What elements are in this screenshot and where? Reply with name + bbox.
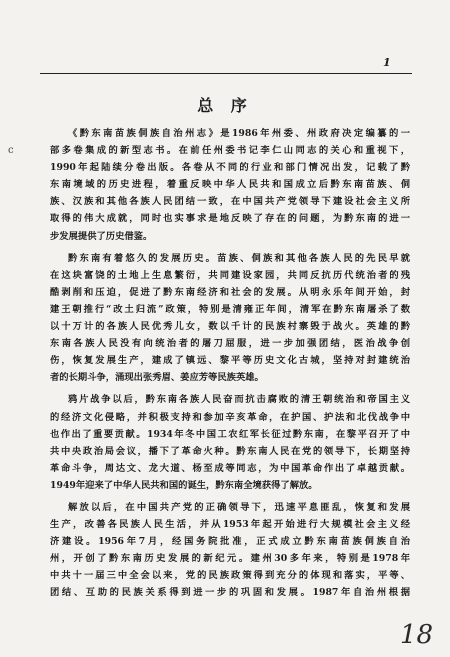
text-line: 部多卷集成的新型志书。在前任州委书记李仁山同志的关心和重视下， xyxy=(50,145,410,157)
text-line: 东南各族人民没有向统治者的屠刀屈服，进一步加强团结，医治战争创 xyxy=(50,338,410,350)
text-line: 取得的伟大成就，同时也实事求是地反映了存在的问题，为黔东南的进一 xyxy=(50,213,410,225)
text-line: 共中央政治局会议，播下了革命火种。黔东南人民在党的领导下，长期坚持 xyxy=(50,445,410,457)
page-number: 1 xyxy=(383,56,391,69)
paragraph-3 xyxy=(50,391,410,494)
text-line: 中共十一届三中全会以来，党的民族政策得到充分的体现和落实，平等、 xyxy=(50,570,410,582)
handwritten-note xyxy=(398,618,436,648)
text-line: 东南境域的历史进程，着重反映中华人民共和国成立后黔东南苗族、侗 xyxy=(50,179,410,191)
paragraph-1 xyxy=(50,125,410,245)
text-line: 团结、互助的民族关系得到进一步的巩固和发展。1987年自治州根据 xyxy=(50,587,410,599)
text-line: 也作出了重要贡献。1934年冬中国工农红军长征过黔东南，在黎平召开了中 xyxy=(50,428,410,440)
text-line: 酷剥削和压迫，促进了黔东南经济和社会的发展。从明永乐年间开始，封 xyxy=(50,286,410,298)
text-line: 族、汉族和其他各族人民团结一致，在中国共产党领导下建设社会主义所 xyxy=(50,196,410,208)
text-line: 黔东南有着悠久的发展历史。苗族、侗族和其他各族人民的先民早就 xyxy=(68,252,410,264)
text-line: 在这块富饶的土地上生息繁衍，共同建设家园，共同反抗历代统治者的残 xyxy=(50,269,410,281)
text-line: 伤，恢复发展生产，建成了镇远、黎平等历史文化古城，坚持对封建统治 xyxy=(50,355,410,367)
text-line: 州，开创了黔东南历史发展的新纪元。建州30多年来，特别是1978年 xyxy=(50,553,410,565)
margin-mark: c xyxy=(8,145,14,156)
text-line: 济建设。1956年7月，经国务院批准，正式成立黔东南苗族侗族自治 xyxy=(50,536,410,548)
text-line: 鸦片战争以后，黔东南各族人民奋而抗击腐败的清王朝统治和帝国主义 xyxy=(68,394,410,406)
body-text xyxy=(50,125,410,602)
handwritten-number: 18 xyxy=(400,620,434,648)
text-line: 革命斗争，周达文、龙大道、杨至成等同志，为中国革命作出了卓越贡献。 xyxy=(50,462,410,474)
paragraph-2 xyxy=(50,250,410,387)
text-line: 生产，改善各民族人民生活，并从1953年起开始进行大规模社会主义经 xyxy=(50,519,410,531)
text-line: 者的长期斗争，涌现出张秀眉、姜应芳等民族英雄。 xyxy=(50,372,264,384)
header-rule xyxy=(40,73,412,74)
text-line: 步发展提供了历史借鉴。 xyxy=(50,230,153,242)
text-line: 建王朝推行“改土归流”政策，特别是清雍正年间，清军在黔东南屠杀了数 xyxy=(50,303,410,315)
text-line: 1990年起陆续分卷出版。各卷从不同的行业和部门情况出发，记载了黔 xyxy=(50,162,410,174)
text-line: 以十万计的各族人民优秀儿女，数以千计的民族村寨毁于战火。英雄的黔 xyxy=(50,321,410,333)
paragraph-4 xyxy=(50,499,410,602)
text-line: 解放以后，在中国共产党的正确领导下，迅速平息匪乱，恢复和发展 xyxy=(68,501,410,513)
text-line: 的经济文化侵略，并积极支持和参加辛亥革命，在护国、护法和北伐战争中 xyxy=(50,411,410,423)
text-line: 《黔东南苗族侗族自治州志》是1986年州委、州政府决定编纂的一 xyxy=(68,128,410,139)
page-title: 总 序 xyxy=(197,96,253,115)
text-line: 1949年迎来了中华人民共和国的诞生，黔东南全境获得了解放。 xyxy=(50,479,318,491)
